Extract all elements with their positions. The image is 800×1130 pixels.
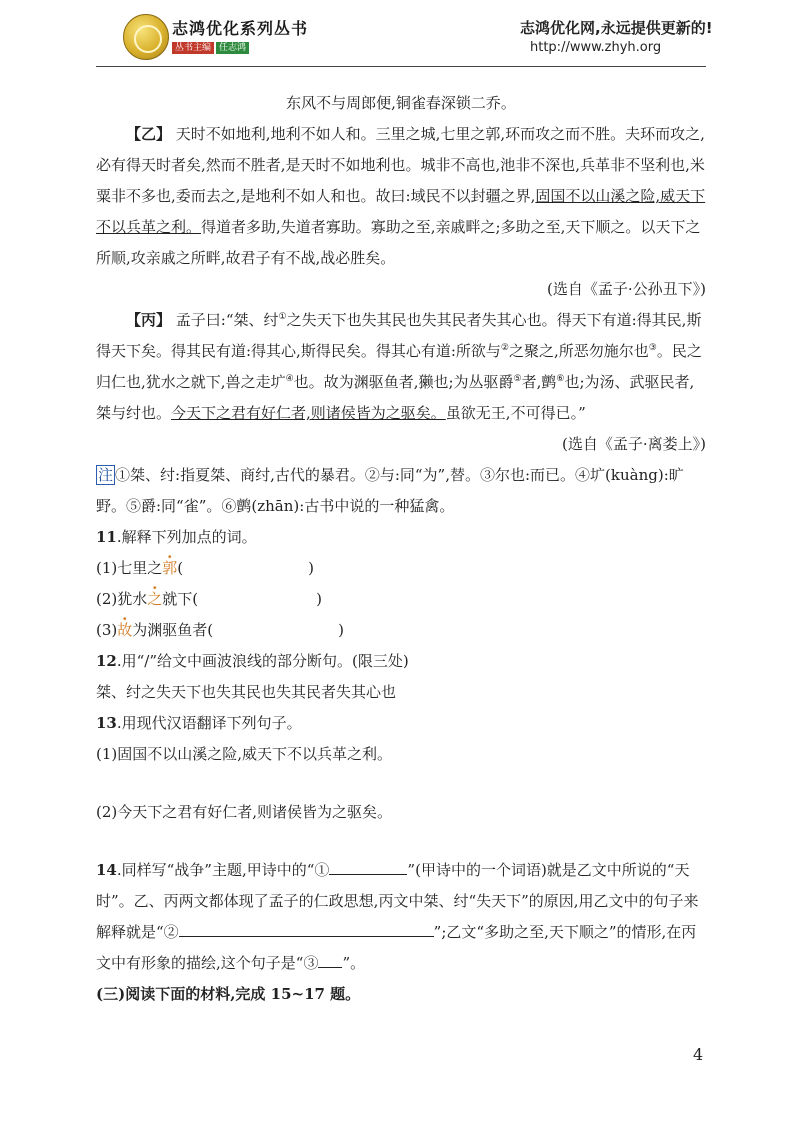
- publisher-logo-icon: [123, 14, 169, 60]
- section-3-heading: (三)阅读下面的材料,完成 15~17 题。: [96, 985, 361, 1003]
- question-12: 12.用“/”给文中画波浪线的部分断句。(限三处): [96, 652, 409, 670]
- bing-underlined-sentence: 今天下之君有好仁者,则诸侯皆为之驱矣。: [171, 404, 446, 422]
- editor-name: 任志鸿: [216, 42, 249, 54]
- answer-blank-1[interactable]: [329, 874, 407, 875]
- passage-bing: 【丙】 孟子曰:“桀、纣①之失天下也失其民也失其民者失其心也。得天下有道:得其民,斯得天下矣。得其民有道:得其心,斯得民矣。得其心有道:所欲与②之聚之,所恶勿施尔也③。民之归仁也,犹水之就下,兽之走圹④也。故为渊驱鱼者,獭也;为丛驱爵⑤者,鹯⑥也;为汤、武驱民者,桀与纣也。今天下之君有好仁者,则诸侯皆为之驱矣。虽欲无王,不可得已。”: [96, 311, 702, 422]
- answer-blank-3[interactable]: [318, 967, 342, 968]
- yi-source: (选自《孟子·公孙丑下》): [547, 280, 706, 298]
- header-divider: [96, 66, 706, 67]
- question-11: 11.解释下列加点的词。: [96, 528, 257, 546]
- bing-wavy-text: 之失天下也失其民也失其民者失其心也: [286, 311, 542, 329]
- answer-space[interactable]: [96, 828, 706, 855]
- annotations: 注 ①桀、纣:指夏桀、商纣,古代的暴君。②与:同“为”,替。③尔也:而已。④圹(kuàng):旷野。⑤爵:同“雀”。⑥鹯(zhān):古书中说的一种猛禽。: [96, 466, 684, 515]
- poem-last-line: 东风不与周郎便,铜雀春深锁二乔。: [286, 94, 516, 112]
- series-title: 志鸿优化系列丛书: [172, 19, 309, 38]
- question-14: 14.同样写“战争”主题,甲诗中的“① ”(甲诗中的一个词语)就是乙文中所说的“天时”。乙、丙两文都体现了孟子的仁政思想,丙文中桀、纣“失天下”的原因,用乙文中的句子来解释就是“② ”;乙文“多助之至,天下顺之”的情形,在丙文中有形象的描绘,这个句子是“③ ”。: [96, 861, 699, 972]
- answer-blank-2[interactable]: [179, 936, 434, 937]
- q13-item-1: (1)固国不以山溪之险,威天下不以兵革之利。: [96, 745, 393, 763]
- editor-label: 丛书主编: [172, 42, 214, 54]
- note-label: 注: [98, 466, 114, 484]
- yi-underlined-sentence: 固国不以山溪之险,威天下不以兵革之利。: [96, 187, 706, 236]
- site-slogan: 志鸿优化网,永远提供更新的!: [520, 19, 713, 37]
- site-url[interactable]: http://www.zhyh.org: [530, 40, 662, 55]
- q11-item-2: (2)犹水之就下( ): [96, 590, 322, 608]
- q12-sentence[interactable]: 桀、纣之失天下也失其民也失其民者失其心也: [96, 683, 397, 701]
- q13-item-2: (2)今天下之君有好仁者,则诸侯皆为之驱矣。: [96, 803, 393, 821]
- q11-item-3: (3)故为渊驱鱼者( ): [96, 621, 344, 639]
- passage-yi: 【乙】 天时不如地利,地利不如人和。三里之城,七里之郭,环而攻之而不胜。夫环而攻之,必有得天时者矣,然而不胜者,是天时不如地利也。城非不高也,池非不深也,兵革非不坚利也,米粟非不多也,委而去之,是地利不如人和也。故曰:域民不以封疆之界,固国不以山溪之险,威天下不以兵革之利。得道者多助,失道者寡助。寡助之至,亲戚畔之;多助之至,天下顺之。以天下之所顺,攻亲戚之所畔,故君子有不战,战必胜矣。: [96, 125, 706, 267]
- q11-item-1: (1)七里之郭( ): [96, 559, 314, 577]
- answer-space[interactable]: [96, 770, 706, 797]
- page-number: 4: [693, 1045, 704, 1064]
- question-13: 13.用现代汉语翻译下列句子。: [96, 714, 302, 732]
- page-header: [0, 0, 800, 70]
- series-editor: [172, 40, 249, 53]
- bing-source: (选自《孟子·离娄上》): [562, 435, 706, 453]
- page-content: [96, 88, 706, 1010]
